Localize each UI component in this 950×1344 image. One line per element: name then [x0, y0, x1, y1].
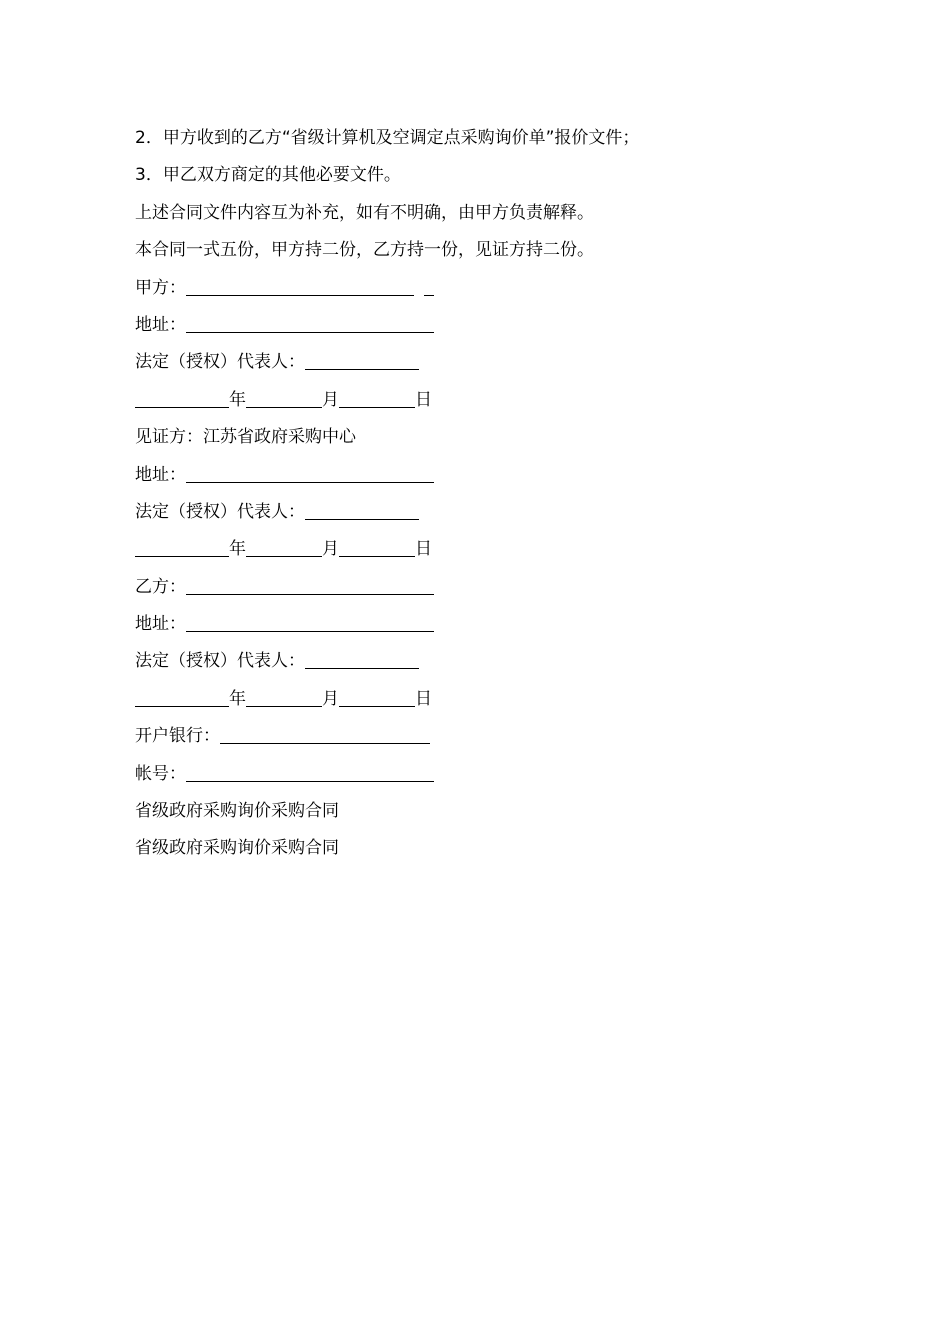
party-a-row [135, 270, 835, 307]
party-b-account-row [135, 756, 835, 793]
witness-day-label: 日 [415, 539, 432, 560]
party-a-rep-row [135, 344, 835, 381]
party-a-address-row [135, 307, 835, 344]
party-b-label: 乙方： [135, 576, 186, 597]
party-a-label: 甲方： [135, 277, 186, 298]
party-b-rep-blank[interactable] [305, 648, 419, 669]
clause-copies: 本合同一式五份，甲方持二份，乙方持一份，见证方持二份。 [135, 240, 594, 261]
clause-supplement: 上述合同文件内容互为补充，如有不明确，由甲方负责解释。 [135, 202, 594, 223]
party-a-blank[interactable] [186, 275, 414, 296]
party-a-address-blank[interactable] [186, 312, 434, 333]
party-a-year-blank[interactable] [135, 387, 229, 408]
party-a-rep-blank[interactable] [305, 349, 419, 370]
clause-item-2: 2．甲方收到的乙方“省级计算机及空调定点采购询价单”报价文件； [135, 128, 640, 148]
party-a-address-label: 地址： [135, 314, 186, 335]
party-b-account-blank[interactable] [186, 761, 434, 782]
witness-year-label: 年 [229, 539, 246, 560]
party-a-year-label: 年 [229, 389, 246, 410]
witness-date-row [135, 531, 835, 568]
witness-address-blank[interactable] [186, 462, 434, 483]
party-b-year-label: 年 [229, 688, 246, 709]
witness-day-blank[interactable] [339, 536, 415, 557]
witness-year-blank[interactable] [135, 536, 229, 557]
document-title-2: 省级政府采购询价采购合同 [135, 838, 339, 859]
party-b-row [135, 569, 835, 606]
party-b-bank-blank[interactable] [220, 723, 430, 744]
party-a-blank-tail [424, 275, 434, 296]
party-b-month-blank[interactable] [246, 686, 322, 707]
witness-address-label: 地址： [135, 464, 186, 485]
party-b-bank-label: 开户银行： [135, 726, 220, 747]
party-b-date-row [135, 681, 835, 718]
witness-month-label: 月 [322, 539, 339, 560]
party-b-address-label: 地址： [135, 614, 186, 635]
witness-rep-blank[interactable] [305, 499, 419, 520]
party-b-address-row [135, 606, 835, 643]
contract-page [135, 120, 835, 868]
party-a-day-blank[interactable] [339, 387, 415, 408]
witness-rep-row [135, 494, 835, 531]
document-title-1: 省级政府采购询价采购合同 [135, 801, 339, 822]
clause-item-3: 3．甲乙双方商定的其他必要文件。 [135, 165, 401, 186]
party-b-account-label: 帐号： [135, 763, 186, 784]
party-a-month-blank[interactable] [246, 387, 322, 408]
witness-row: 见证方：江苏省政府采购中心 [135, 427, 356, 448]
party-b-day-blank[interactable] [339, 686, 415, 707]
party-b-year-blank[interactable] [135, 686, 229, 707]
party-b-address-blank[interactable] [186, 611, 434, 632]
party-a-date-row [135, 382, 835, 419]
party-b-rep-row [135, 643, 835, 680]
party-a-rep-label: 法定（授权）代表人： [135, 352, 305, 373]
party-b-day-label: 日 [415, 688, 432, 709]
witness-address-row [135, 457, 835, 494]
party-b-month-label: 月 [322, 688, 339, 709]
party-b-blank[interactable] [186, 574, 434, 595]
party-a-month-label: 月 [322, 389, 339, 410]
witness-rep-label: 法定（授权）代表人： [135, 501, 305, 522]
party-b-rep-label: 法定（授权）代表人： [135, 651, 305, 672]
party-b-bank-row [135, 718, 835, 755]
witness-month-blank[interactable] [246, 536, 322, 557]
party-a-day-label: 日 [415, 389, 432, 410]
